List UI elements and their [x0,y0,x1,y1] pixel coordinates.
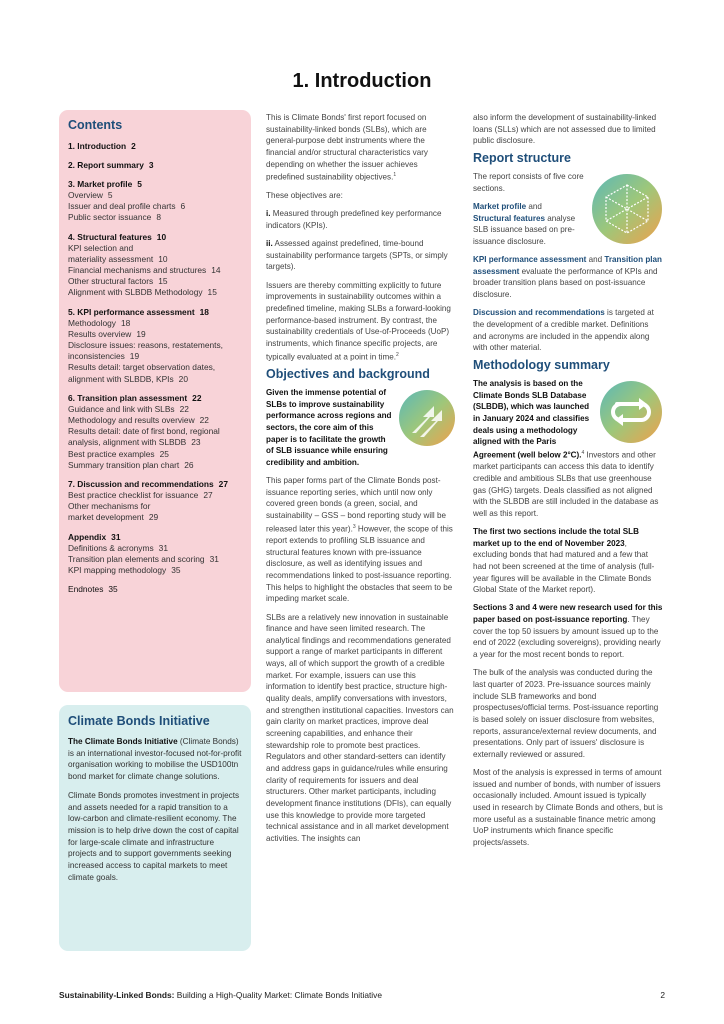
toc-item-link[interactable] [68,351,242,362]
most-paragraph: Most of the analysis is expressed in terms of amount issued and number of bonds, with number of issuers occasionally included. Amount issued is typically used in research by Climate Bonds and others, but is more useful as a sustainable finance metric among UoP instruments which finance specific projects/assets. [473,768,663,847]
toc-page-number: 31 [158,542,168,553]
toc-page-number: 5 [137,179,142,189]
toc-page-number: 31 [111,531,121,542]
toc-item-link[interactable] [68,374,242,385]
toc-heading-link[interactable] [68,531,242,543]
toc-heading-title: 4. Structural features [68,231,152,242]
toc-heading-link[interactable] [68,392,242,404]
toc-item-link[interactable] [68,318,242,329]
arrows-growth-icon [398,389,456,447]
toc-page-number: 27 [218,479,228,490]
cbi-box [59,705,251,951]
toc-heading-link[interactable] [68,478,242,490]
toc-item-label: market development [68,512,144,523]
toc-item-label: Other structural factors [68,276,154,287]
toc-page-number: 22 [199,415,209,426]
toc-page-number: 22 [192,392,202,403]
footer-title-rest: Building a High-Quality Market: Climate Bonds Initiative [174,990,383,1000]
toc-item-link[interactable] [68,287,242,298]
market-profile-label: Market profile [473,201,527,211]
structure-kpi [473,254,663,301]
toc-item-label: Financial mechanisms and structures [68,265,207,276]
toc-section [68,159,242,171]
toc-page-number: 18 [120,317,131,328]
toc-item-label: KPI mapping methodology [68,565,167,576]
contents-box [59,110,251,692]
cbi-paragraph-1 [68,736,242,783]
discussion-label: Discussion and recommendations [473,308,605,318]
endnote-ref[interactable]: 4 [581,449,585,456]
toc-page-number: 6 [180,201,186,212]
intro-text: This is Climate Bonds' first report focused on sustainability-linked bonds (SLBs), which are general-purpose debt instruments where the financial and/or structural characteristics vary depending on whether the issuer achieves predefined sustainability objectives. [266,113,428,182]
toc-item-label: alignment with SLBDB, KPIs [68,373,174,384]
series-text: This paper forms part of the Climate Bonds post-issuance reporting series, which until now only covered green bonds (a green, social, and sustainability – GSS – bond reporting study will be released later this year). [266,476,446,534]
toc-item-label: Results detail: date of first bond, regional [68,426,220,437]
toc-item-label: Public sector issuance [68,212,152,223]
cbi-name: The Climate Bonds Initiative [68,737,178,746]
contents-heading: Contents [68,118,123,132]
toc-item-link[interactable] [68,490,242,501]
toc-heading-title: 7. Discussion and recommendations [68,479,214,490]
toc-heading-link[interactable] [68,231,242,243]
series-paragraph [266,475,456,605]
and-text: and [526,201,542,211]
toc-item-label: Summary transition plan chart [68,459,180,470]
cbi-paragraph-2: Climate Bonds promotes investment in projects and assets needed for a rapid transition to a low-carbon and climate-resilient economy. The mission is to help drive down the cost of capital for large-scale climate and infrastructure projects and to support governments seeking increased access to capital markets to meet climate goals. [68,790,240,882]
methodology-heading: Methodology summary [473,358,610,373]
middle-column [266,112,456,851]
toc-section [68,178,242,224]
toc-heading-title: 2. Report summary [68,160,144,170]
toc-item-label: Other mechanisms for [68,501,151,512]
toc-heading-title: Endnotes [68,584,104,595]
toc-item-link[interactable] [68,426,242,437]
toc-page-number: 3 [148,160,154,170]
toc-item-link[interactable] [68,512,242,523]
sections-text: . They cover the top 50 issuers by amount issued up to the end of 2022 (excluding sovereigns), providing nearly a year for the most recent bonds to report. [473,615,661,660]
toc-page-number: 20 [178,373,188,384]
toc-item-label: Issuer and deal profile charts [68,201,176,212]
footer-title [59,990,382,1000]
toc-page-number: 26 [184,459,194,470]
slbs-paragraph: SLBs are a relatively new innovation in sustainable finance and have seen limited research. The analytical findings and recommendations generated support a range of market participants in different ways, all of which support the growth of a credible market. For example, issuers can use this information to identify best practice, structure high-quality deals, amplify conversations with investors, and strengthen institutional capacities. Investors can gain clarity on market practices, improve deal screening capabilities, and enhance their stewardship role to promote best practices. Regulators and other standard-setters can identify and address gaps in guidance/rules while ensuring clarity of requirements for issuers and deal structurers. Other market participants, including development finance institutions (DFIs), can equally use this knowledge to provide more targeted technical assistance and in all market development activities. The insights can [266,612,454,843]
toc-page-number: 22 [179,403,189,414]
objective-ii [266,238,456,273]
toc-item-link[interactable] [68,415,242,426]
toc-item-label: KPI selection and [68,242,134,253]
toc-page-number: 35 [108,584,118,595]
endnote-ref[interactable]: 1 [393,172,397,179]
toc-item-link[interactable] [68,190,242,201]
first-two-bold: The first two sections include the total SLB market up to the end of November 2023 [473,527,639,548]
toc-item-label: Best practice examples [68,448,155,459]
report-structure-heading: Report structure [473,151,571,166]
structural-features-text: analyse SLB issuance based on pre-issuance disclosure. [473,213,576,246]
loop-arrows-icon [599,380,663,444]
toc-item-link[interactable] [68,554,242,565]
objectives-lead-text: Given the immense potential of SLBs to improve sustainability performance across regions and sectors, the core aim of this paper is to facilitate the growth of SLB issuance while ensuring credibility and ambition. [266,388,392,467]
table-of-contents [68,140,242,595]
discussion-text: is targeted at the development of a credible market. Definitions and acronyms are included in the appendix along with other material. [473,308,654,353]
toc-item-label: Transition plan elements and scoring [68,553,205,564]
toc-section [68,478,242,524]
methodology-text: Investors and other market participants can access this data to identify credible and ambitious SLBs that use greenhouse gas (GHG) targets. Deals classified as not aligned with the SLBDB are still included in the database as well as this report. [473,450,659,518]
transition-plan-text: evaluate the performance of KPIs and broader transition plans based on post-issuance disclosure. [473,266,658,300]
endnote-ref[interactable]: 3 [352,523,356,530]
toc-item-link[interactable] [68,543,242,554]
methodology-lead: The analysis is based on the Climate Bonds SLB Database (SLBDB), which was launched in January 2024 and classifies deals using a methodology aligned with the Paris Agreement (well below 2°C). [473,378,590,460]
objective-i-text: Measured through predefined key performance indicators (KPIs). [266,209,442,230]
toc-item-label: inconsistencies [68,351,125,362]
toc-item-link[interactable] [68,254,242,265]
toc-heading-title: 5. KPI performance assessment [68,306,195,317]
toc-heading-title: 6. Transition plan assessment [68,392,188,403]
first-two-sections [473,526,663,596]
toc-item-link[interactable] [68,404,242,415]
toc-page-number: 15 [207,287,217,298]
toc-item-label: Disclosure issues: reasons, restatements, [68,340,223,351]
toc-item-link[interactable] [68,449,242,460]
objective-i-label: i. [266,209,271,219]
toc-page-number: 2 [131,141,136,151]
footer-title-bold: Sustainability-Linked Bonds: [59,990,175,1000]
sections-bold: Sections 3 and 4 were new research used for this paper based on post-issuance reporting [473,603,663,625]
page-title: 1. Introduction [292,70,432,92]
methodology-paragraph [473,378,663,520]
intro-paragraph [266,112,456,184]
toc-item-label: Definitions & acronyms [68,542,154,553]
continued-paragraph: also inform the development of sustainability-linked loans (SLLs) which are not assessed due to limited public disclosure. [473,113,657,146]
cbi-heading: Climate Bonds Initiative [68,714,210,728]
toc-page-number: 35 [171,565,181,576]
structure-intro: The report consists of five core sections. [473,172,584,193]
first-two-text: , excluding bonds that had matured and a few that had not been screened at the time of analysis (full-year figures will be available in the Climate Bonds Global State of the Market report). [473,538,655,595]
cbi-p1-text: (Climate Bonds) is an international investor-focused not-for-profit organisation working to mobilise the USD100tn bond market for climate change solutions. [68,737,242,782]
toc-page-number: 29 [148,512,159,523]
toc-item-label: Overview [68,190,103,200]
issuers-text: Issuers are thereby committing explicitly to future improvements in sustainability outcomes within a predefined timeline, making SLBs a forward-looking performance-based instrument. By contrast, the sustainability credentials of Use-of-Proceeds (UoP) instruments, which finance specific projects, are typically evaluated at a point in time. [266,280,451,362]
toc-page-number: 10 [158,253,168,264]
toc-item-link[interactable] [68,437,242,448]
and-text: and [586,255,605,265]
toc-item-link[interactable] [68,265,242,276]
toc-heading-link[interactable] [68,159,242,171]
toc-item-label: analysis, alignment with SLBDB [68,437,187,448]
right-column [473,112,663,855]
footer [59,990,665,1000]
series-text-2: However, the scope of this report extends to profiling SLB issuance and structural features known with pre-issuance disclosure, as well as identifying issues and recommendations linked to post-issuance reporting. This helps to highlight the obstacles that seem to be impeding market scale. [266,524,453,604]
toc-section [68,231,242,299]
toc-page-number: 25 [159,448,169,459]
toc-item-label: Results overview [68,328,132,339]
toc-section [68,531,242,577]
toc-item-label: Methodology [68,317,116,328]
toc-page-number: 15 [158,276,168,287]
toc-page-number: 19 [129,351,140,362]
toc-heading-title: 1. Introduction [68,141,127,151]
toc-page-number: 14 [211,265,221,276]
toc-heading-link[interactable] [68,140,242,152]
endnote-ref[interactable]: 2 [396,351,399,358]
toc-item-link[interactable] [68,362,242,373]
objective-ii-label: ii. [266,239,273,249]
toc-page-number: 27 [203,490,213,501]
objectives-intro: These objectives are: [266,191,343,201]
objectives-heading: Objectives and background [266,367,430,382]
toc-page-number: 19 [136,328,146,339]
toc-item-link[interactable] [68,243,242,254]
sections-3-4 [473,602,663,660]
hexagon-sections-icon [591,173,663,245]
structure-discussion [473,307,663,354]
toc-page-number: 23 [191,437,201,448]
toc-page-number: 18 [199,306,209,317]
toc-item-link[interactable] [68,276,242,287]
toc-item-label: Results detail: target observation dates, [68,362,216,373]
toc-page-number: 5 [107,190,113,200]
toc-page-number: 31 [209,553,219,564]
toc-section [68,306,242,385]
toc-section [68,583,242,595]
toc-item-link[interactable] [68,460,242,471]
bulk-paragraph: The bulk of the analysis was conducted during the last quarter of 2023. Pre-issuance sources mainly include SLB frameworks and bond prospectuses/official terms. Post-issuance reporting is based solely on issuer disclosure from websites, reports, assurance/external review documents, and presentations. Only part of issuers' disclosure is externally reviewed or assured. [473,668,659,759]
page-number: 2 [660,990,665,1000]
toc-heading-title: Appendix [68,531,107,542]
toc-section [68,140,242,152]
objectives-lead [266,387,456,469]
toc-heading-link[interactable] [68,178,242,190]
toc-item-label: materiality assessment [68,253,154,264]
toc-item-link[interactable] [68,212,242,223]
toc-heading-link[interactable] [68,306,242,318]
toc-section [68,392,242,471]
toc-item-label: Methodology and results overview [68,415,195,426]
toc-item-link[interactable] [68,565,242,576]
toc-item-label: Best practice checklist for issuance [68,490,199,501]
toc-heading-title: 3. Market profile [68,179,133,189]
toc-item-label: Alignment with SLBDB Methodology [68,287,203,298]
kpi-label: KPI performance assessment [473,255,587,265]
issuers-paragraph [266,280,456,363]
toc-page-number: 10 [156,231,167,242]
toc-item-link[interactable] [68,329,242,340]
structural-features-label: Structural features [473,213,545,223]
objective-ii-text: Assessed against predefined, time-bound sustainability performance targets (SPTs, or simply targets). [266,239,448,272]
toc-item-link[interactable] [68,340,242,351]
toc-item-link[interactable] [68,501,242,512]
toc-item-label: Guidance and link with SLBs [68,403,175,414]
objective-i [266,208,456,231]
toc-item-link[interactable] [68,201,242,212]
toc-heading-link[interactable] [68,583,242,595]
toc-page-number: 8 [156,212,161,223]
transition-plan-label: Transition plan assessment [473,255,662,276]
